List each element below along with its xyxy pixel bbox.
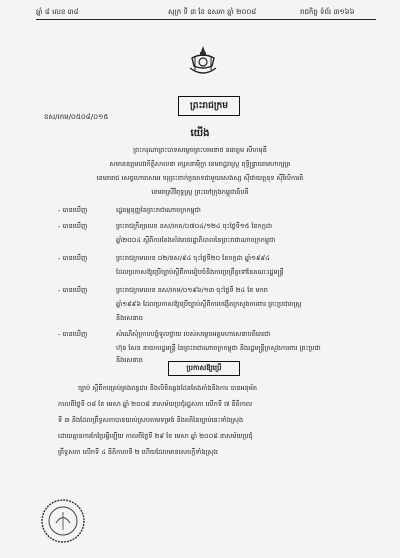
consideration-text: ឆ្នាំ២០០៤ ស្តីពីការតែងតាំងរាជរដ្ឋាភិបាលនៃព្រះរាជាណាចក្រកម្ពុជា (116, 236, 276, 244)
body-line: កាលពីថ្ងៃទី ០៨ ខែ មេសា ឆ្នាំ ២០០៨ នាសម័យប្រជុំរដ្ឋសភា លើកទី ៧ នីតិកាល (58, 400, 253, 408)
consideration-text: ហ៊ុន សែន នាយករដ្ឋមន្ត្រី នៃព្រះរាជាណាចក្រកម្ពុជា និងរដ្ឋមន្ត្រីក្រសួងការពារ ព្រះប្រជា (116, 344, 321, 352)
section-title: ប្រកាសឱ្យប្រើ (168, 361, 240, 376)
consideration-label: - បានឃើញ (58, 286, 88, 294)
consideration-text: រដ្ឋធម្មនុញ្ញនៃព្រះរាជាណាចក្រកម្ពុជា (116, 206, 201, 214)
yeung-heading: យើង (190, 128, 210, 139)
body-line: ព្រឹទ្ធសភា លើកទី ៤ នីតិកាលទី ២ ហើយដែលមានសេចក្តីទាំងស្រុង (58, 448, 218, 456)
consideration-text: និងសេនាធ (116, 356, 143, 364)
body-line: ដោយគ្មានការកែប្រែអ្វីឡើយ កាលពីថ្ងៃទី ២៩ ខែ មេសា ឆ្នាំ ២០០៨ នាសម័យប្រជុំ (58, 432, 253, 440)
king-title-line: ព្រះករុណាព្រះបាទសម្តេចព្រះបរមនាថ នរោត្តម សីហមុនី (133, 146, 267, 154)
gazette-page-number: រាជកិច្ច ទំព័រ ៣១៦៦ (300, 8, 355, 16)
decree-title: ព្រះរាជក្រម (178, 96, 240, 116)
consideration-label: - បានឃើញ (58, 330, 88, 338)
consideration-text: ព្រះរាជក្រមលេខ ០២/នស/៩៤ ចុះថ្ងៃទី២០ ខែកក្កដា ឆ្នាំ១៩៩៤ (116, 254, 270, 262)
consideration-text: ដែលប្រកាសឱ្យប្រើច្បាប់ស្តីពីការរៀបចំនិងការប្រព្រឹត្តទៅនៃគណៈរដ្ឋមន្ត្រី (116, 268, 284, 276)
consideration-text: ព្រះរាជក្រឹត្យលេខ នស/រកត/០៧០៤/១២៤ ចុះថ្ងៃទី១៥ ខែកក្កដា (116, 222, 273, 230)
consideration-text: ព្រះរាជក្រមលេខ នស/រកម/០១៩៦/១៣ ចុះថ្ងៃទី ២៤ ខែ មករា (116, 286, 268, 294)
header-rule (36, 19, 376, 20)
gazette-date: សុក្រ ទី ៣ ខែ ឧសភា ឆ្នាំ ២០០៨ (168, 8, 257, 16)
king-title-line: សមានឧត្តមបវរកិត្តិសាលនា រក្សតនាម៉ិក្ខា ខេមរាដ្ឋរាស្ត្រ ពុទ្ធិន្រ្ទាធរាមហាក្សត្រ (109, 160, 291, 168)
king-title-line: ខេមរារាជ រសព្វហោរាសអេ ទរុព្រះពាក់ប្រភេទជាមួយសេងស្ស ស៊ីវោយត្តនុទ ស៊ីវិលិការតិ (96, 174, 304, 182)
consideration-text: សំណើសុំក្រាបបង្គំទូលថ្វាយ របស់សម្តេចអគ្គមហាសេនាបតីតេជោ (116, 330, 271, 338)
royal-emblem-icon (186, 44, 220, 78)
body-line: ទី ៣ និងដែលព្រឹទ្ធសភាបានយល់ស្របតាមទម្រង់ និងគតិនៃច្បាប់នេះទាំងស្រុង (58, 416, 244, 424)
decree-reference: នស/រកម/០៥០៨/០១៥ (44, 113, 109, 121)
body-line: ច្បាប់ ស្តីពីការគ្រប់គ្រងពន្ធដារ និងលិខិតឆ្លងដែនតែងតាំងនិងការ បានអនុម័ត (78, 384, 258, 392)
royal-seal-stamp-icon (40, 498, 86, 544)
consideration-label: - បានឃើញ (58, 206, 88, 214)
consideration-text: និងសេនាធ (116, 314, 143, 322)
king-title-line: ខេមរាស្រីវិពុទ្ធស្រ្ត ព្រះចៅក្រុងកម្ពុជាធិបតី (151, 188, 249, 196)
consideration-label: - បានឃើញ (58, 254, 88, 262)
consideration-label: - បានឃើញ (58, 222, 88, 230)
gazette-issue: ឆ្នាំ ៨ លេខ ៣៨ (36, 8, 79, 16)
consideration-text: ឆ្នាំ១៩៩៦ ដែលប្រកាសឱ្យប្រើច្បាប់ស្តីពីការបង្កើតក្រសួងការពារ ព្រះប្រជារាស្ត្រ (116, 300, 302, 308)
